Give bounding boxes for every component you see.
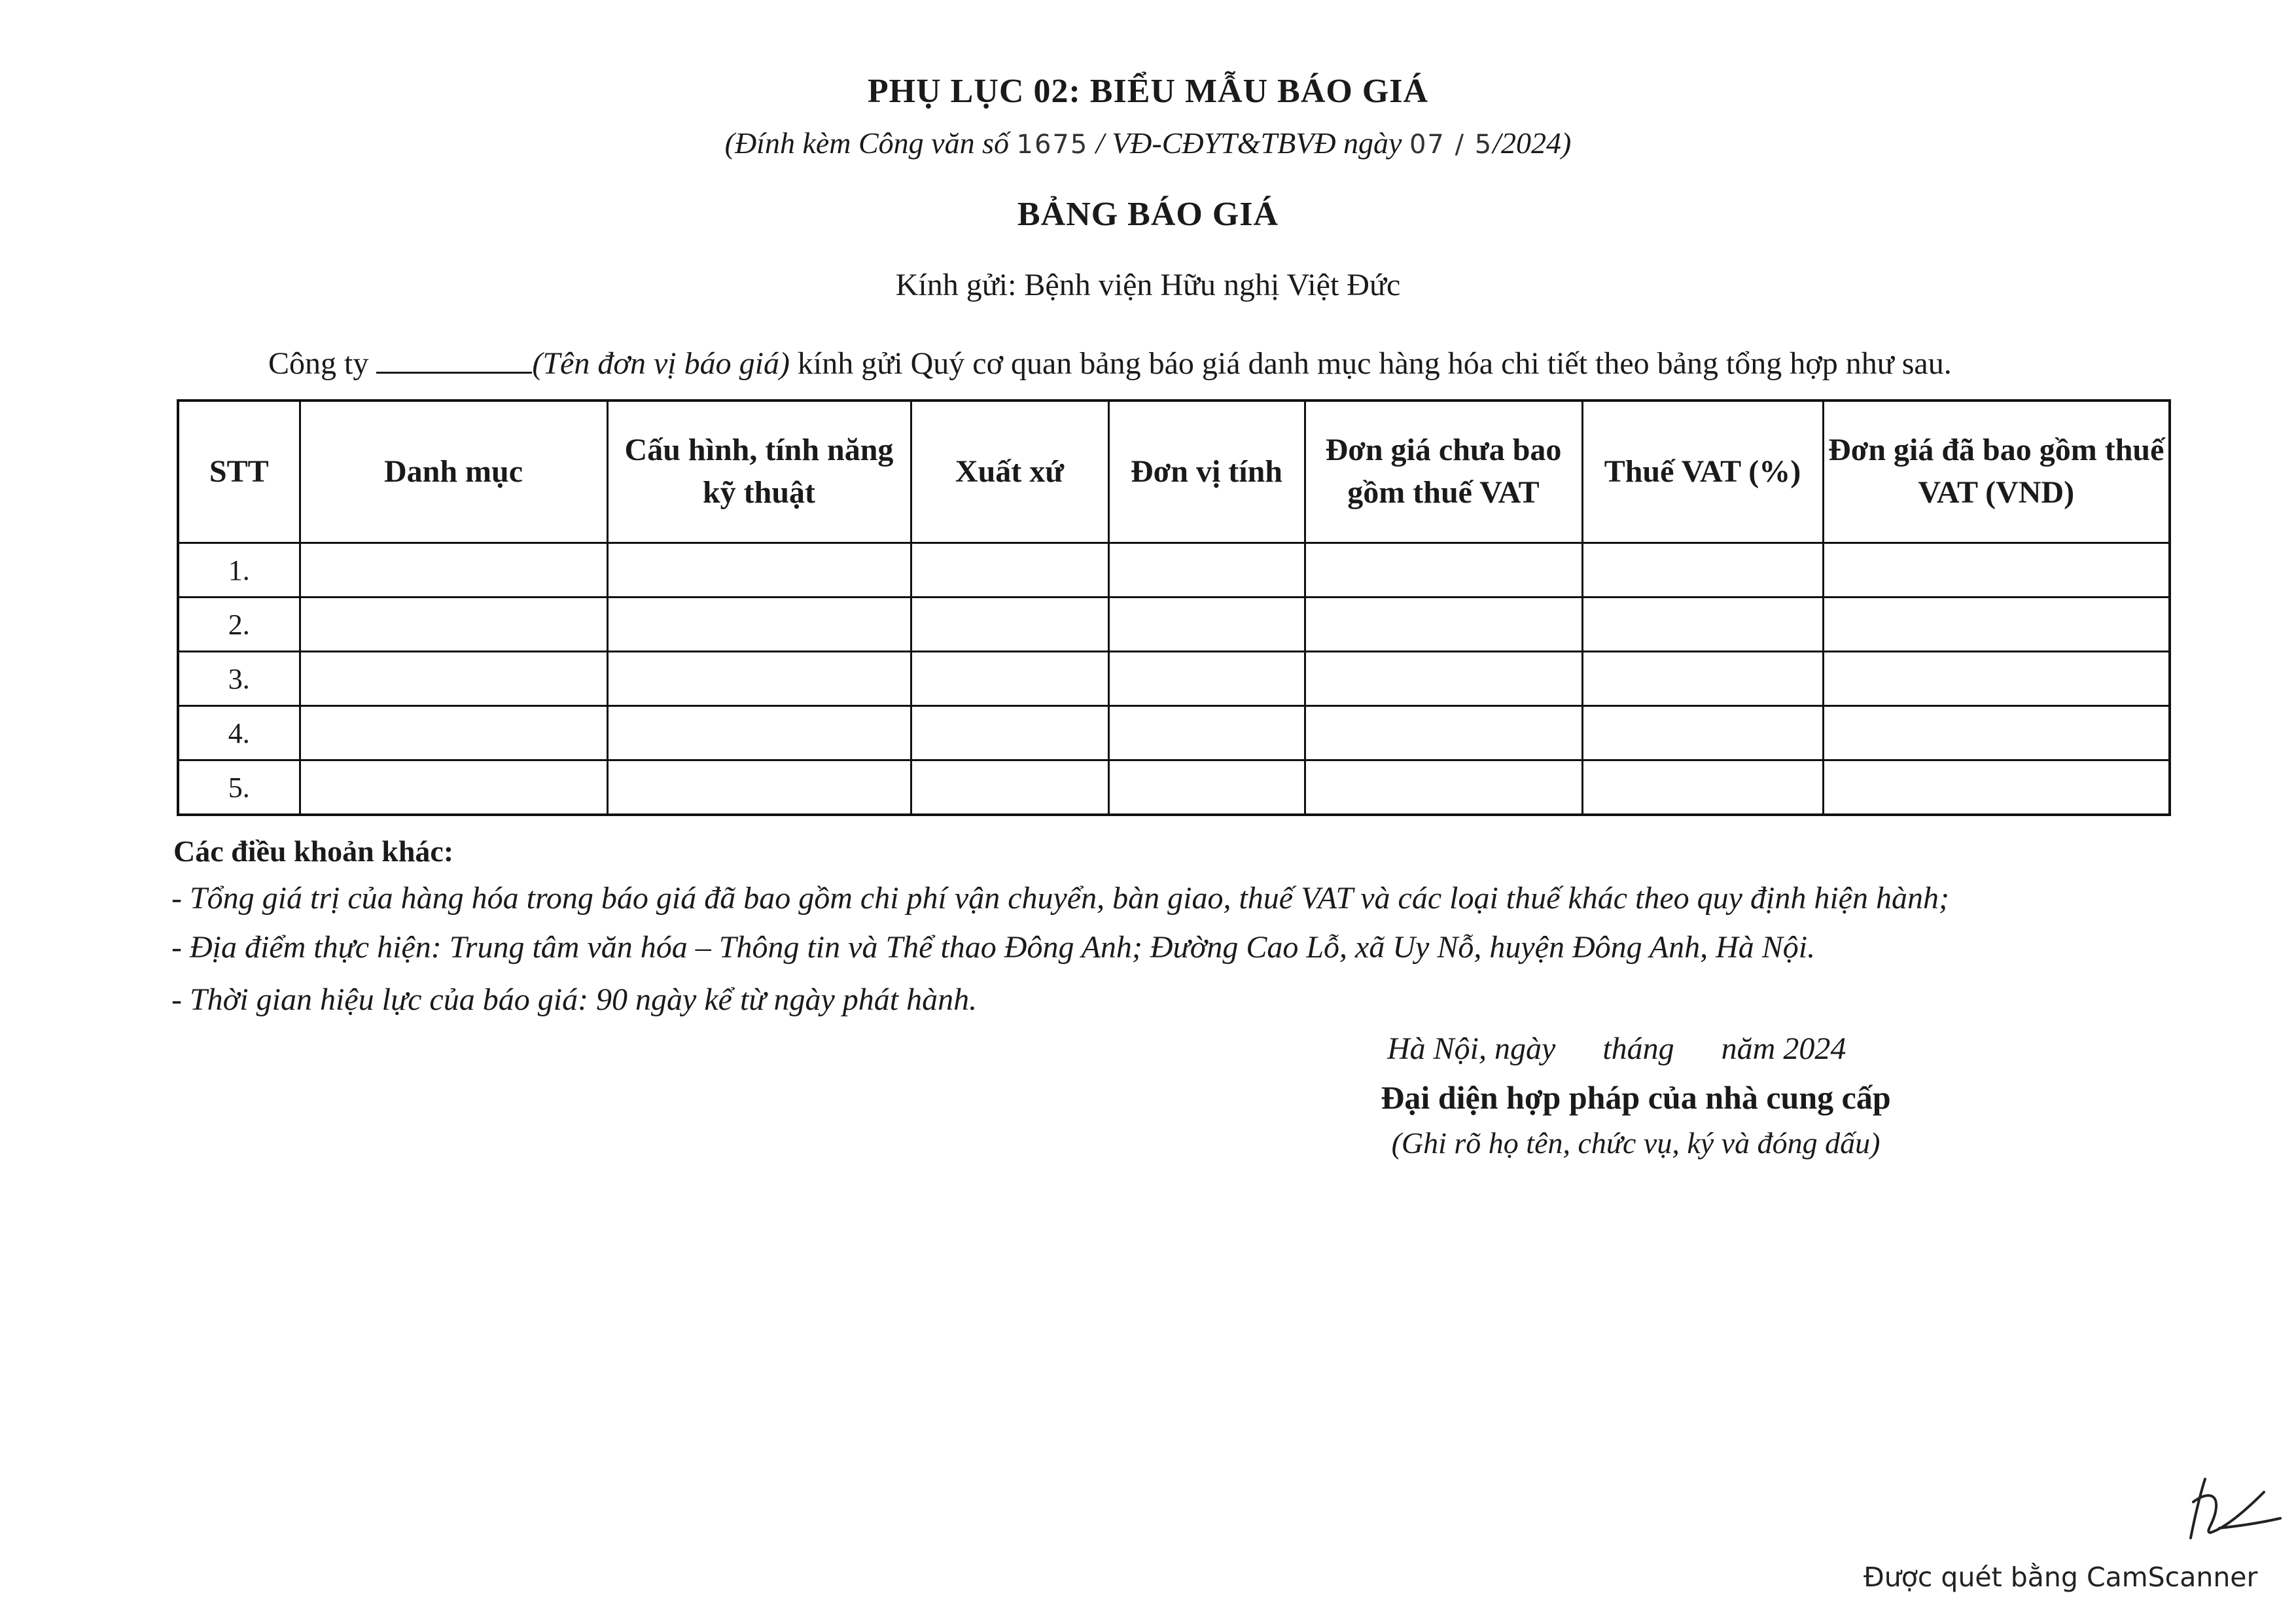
table-cell <box>1582 760 1823 815</box>
table-cell <box>1305 543 1582 597</box>
table-cell <box>911 652 1108 706</box>
table-cell <box>1823 597 2170 652</box>
table-cell <box>300 597 607 652</box>
document-year: /2024) <box>1492 126 1572 160</box>
table-cell <box>1823 760 2170 815</box>
table-cell <box>1823 652 2170 706</box>
table-cell <box>1823 706 2170 760</box>
table-cell <box>1108 543 1305 597</box>
table-cell <box>1582 597 1823 652</box>
attachment-line <box>0 126 2296 160</box>
table-cell <box>1582 706 1823 760</box>
row-number: 4. <box>178 706 300 760</box>
recipient-line: Kính gửi: Bệnh viện Hữu nghị Việt Đức <box>895 268 1401 302</box>
table-cell <box>1305 706 1582 760</box>
term-item: - Thời gian hiệu lực của báo giá: 90 ngày kể từ ngày phát hành. <box>171 982 978 1017</box>
scanner-watermark: Được quét bằng CamScanner <box>1863 1561 2258 1593</box>
table-cell <box>607 652 911 706</box>
document-number: 1675 <box>1016 130 1089 160</box>
row-number: 3. <box>178 652 300 706</box>
intro-text: kính gửi Quý cơ quan bảng báo giá danh mục hàng hóa chi tiết theo bảng tổng hợp như sau. <box>797 346 1952 381</box>
attachment-prefix: (Đính kèm Công văn số <box>724 126 1009 160</box>
term-item: - Tổng giá trị của hàng hóa trong báo giá đã bao gồm chi phí vận chuyển, bàn giao, thuế VAT và các loại thuế khác theo quy định hiện hành; <box>171 881 1949 916</box>
annex-title: PHỤ LỤC 02: BIỂU MẪU BÁO GIÁ <box>867 73 1429 110</box>
table-row <box>178 760 2170 815</box>
table-cell <box>1108 760 1305 815</box>
table-cell <box>1108 706 1305 760</box>
table-cell <box>1305 760 1582 815</box>
table-cell <box>1305 652 1582 706</box>
header-stt: STT <box>178 401 300 543</box>
table-cell <box>300 760 607 815</box>
company-label: Công ty <box>268 346 369 381</box>
table-cell <box>607 706 911 760</box>
row-number: 5. <box>178 760 300 815</box>
table-cell <box>1108 652 1305 706</box>
header-origin: Xuất xứ <box>911 401 1108 543</box>
table-cell <box>1108 597 1305 652</box>
table-header-row <box>178 401 2170 543</box>
table-cell <box>1582 652 1823 706</box>
table-cell <box>300 652 607 706</box>
table-row <box>178 543 2170 597</box>
header-price-excl-vat: Đơn giá chưa bao gồm thuế VAT <box>1305 401 1582 543</box>
header-specs: Cấu hình, tính năng kỹ thuật <box>607 401 911 543</box>
signature-place-date: Hà Nội, ngày tháng năm 2024 <box>1387 1031 1846 1066</box>
header-vat-rate: Thuế VAT (%) <box>1582 401 1823 543</box>
company-hint: (Tên đơn vị báo giá) <box>532 346 790 381</box>
table-row <box>178 652 2170 706</box>
terms-heading: Các điều khoản khác: <box>173 834 454 868</box>
table-cell <box>300 543 607 597</box>
table-cell <box>300 706 607 760</box>
table-row <box>178 597 2170 652</box>
table-cell <box>1823 543 2170 597</box>
table-cell <box>911 706 1108 760</box>
table-cell <box>607 597 911 652</box>
intro-paragraph <box>268 346 2166 382</box>
attachment-middle: / VĐ-CĐYT&TBVĐ ngày <box>1095 126 1402 160</box>
table-cell <box>911 597 1108 652</box>
document-date: 07 / 5 <box>1409 130 1493 160</box>
table-cell <box>607 760 911 815</box>
header-category: Danh mục <box>300 401 607 543</box>
signature-note: (Ghi rõ họ tên, chức vụ, ký và đóng dấu) <box>1391 1126 1881 1160</box>
table-row <box>178 706 2170 760</box>
handwritten-initials <box>2159 1466 2290 1544</box>
row-number: 1. <box>178 543 300 597</box>
row-number: 2. <box>178 597 300 652</box>
header-price-incl-vat: Đơn giá đã bao gồm thuế VAT (VND) <box>1823 401 2170 543</box>
term-item: - Địa điểm thực hiện: Trung tâm văn hóa – Thông tin và Thể thao Đông Anh; Đường Cao Lỗ, xã Uy Nỗ, huyện Đông Anh, Hà Nội. <box>171 930 1816 965</box>
signature-title: Đại diện hợp pháp của nhà cung cấp <box>1381 1079 1891 1116</box>
quotation-title: BẢNG BÁO GIÁ <box>1017 196 1279 233</box>
table-cell <box>607 543 911 597</box>
table-cell <box>1305 597 1582 652</box>
table-cell <box>911 543 1108 597</box>
table-cell <box>1582 543 1823 597</box>
header-unit: Đơn vị tính <box>1108 401 1305 543</box>
quotation-table <box>177 399 2171 816</box>
company-blank <box>376 347 532 374</box>
table-cell <box>911 760 1108 815</box>
